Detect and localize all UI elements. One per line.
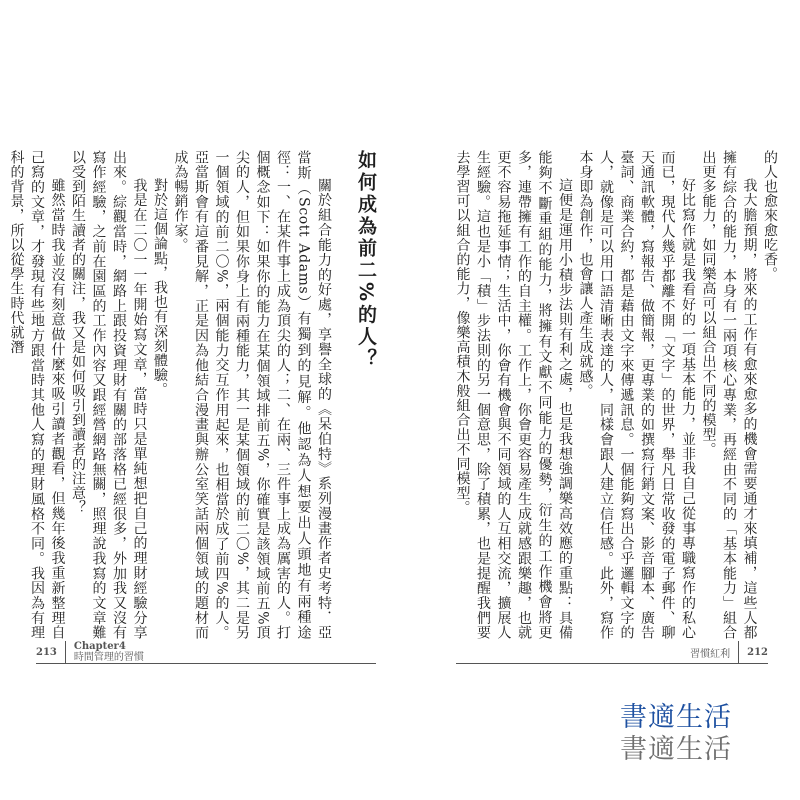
section-heading: 如何成為前二%的人？ (355, 150, 377, 371)
paragraph: 對於這個論點，我也有深刻體驗。 (152, 178, 168, 397)
paragraph: 雖然當時我並沒有刻意做什麼來吸引讀者觀看，但幾年後我重新整理自己寫的文章，才發現有些地方跟當時其他人寫的理財風格不同。我因為有理科的背景，所以從學生時代就潛 (8, 150, 66, 640)
paragraph: 關於組合能力的好處，享譽全球的《呆伯特》系列漫畫作者史考特．亞當斯（Scott Adams）有獨到的見解。他認為人想要出人頭地有兩種途徑：一、在某件事上成為頂尖的人；二、在兩、三件事上成為厲害的人。打個概念如下：如果你的能力在某個領域排前五%，你確實是該領域前五%頂尖的人，但如果你身上有兩種能力，其一是某個領域的前二〇%，其二是另一個領域的前二〇%，兩個能力交互作用起來，也相當於成了前四%的人。亞當斯會有這番見解，正是因為他結合漫畫與辦公室笑話兩個領域的題材而成為暢銷作家。 (172, 150, 332, 640)
watermark-line-2: 書適生活 (620, 734, 732, 765)
paragraph: 的人也愈來愈吃香。 (762, 150, 778, 282)
footer-divider (65, 641, 66, 663)
left-page-body (8, 150, 334, 640)
paragraph: 這便是運用小積步法則有利之處，也是我想強調樂高效應的重點：具備能夠不斷重組的能力，將擁有文獻不同能力的優勢，衍生的工作機會將更多，連帶擁有工作的自主權。工作上，你會更容易產生成就感跟樂趣，也就更不容易拖延事情；生活中，你會有機會與不同領域的人互相交流，擴展人生經驗。這也是小「積」步法則的另一個意思，除了積累，也是提醒我們要去學習可以組合的能力，像樂高積木般組合出不同模型。 (454, 150, 573, 640)
section-title: 習慣紅利 (690, 648, 731, 660)
watermark-line-1: 書適生活 (620, 702, 732, 733)
right-footer (456, 641, 768, 664)
right-page (450, 150, 780, 650)
paragraph: 好比寫作就是我看好的一項基本能力，並非我自己從事專職寫作的私心而已，現代人幾乎都離不開「文字」的世界，舉凡日常收發的電子郵件、聊天通訊軟體，寫報告、做簡報，更專業的如撰寫行銷文案、影音腳本、廣告臺詞、商業合約，都是藉由文字來傳遞訊息。一個能夠寫出合乎邏輯文字的人，就像是可以用口語清晰表達的人，同樣會跟人建立信任感。此外，寫作本身即為創作，也會讓人產生成就感。 (577, 150, 696, 640)
page-number-right: 212 (747, 646, 768, 658)
chapter-label (74, 641, 144, 663)
chapter-title: 時間管理的習慣 (73, 652, 144, 663)
right-page-body (450, 150, 780, 640)
page-number-left: 213 (36, 646, 57, 658)
paragraph: 我大膽預期，將來的工作有愈來愈多的機會需要通才來填補，這些人都擁有綜合的能力，本身有一兩項核心專業，再經由不同的「基本能力」組合出更多能力，如同樂高可以組合出不同的模型。 (700, 150, 758, 640)
footer-divider (738, 641, 739, 663)
left-footer (36, 641, 376, 664)
paragraph: 我是在二〇一一年開始寫文章，當時只是單純想把自己的理財經驗分享出來。綜觀當時，網路上跟投資理財有關的部落格已經很多，外加我又沒有寫作經驗，之前在園區的工作內容又跟經營網路無關，照理說我寫的文章難以受到陌生讀者的關注，我又是如何吸引到讀者的注意？ (70, 150, 148, 640)
left-page (8, 150, 390, 650)
chapter-number: Chapter4 (73, 641, 126, 652)
watermark-logo (620, 702, 770, 766)
